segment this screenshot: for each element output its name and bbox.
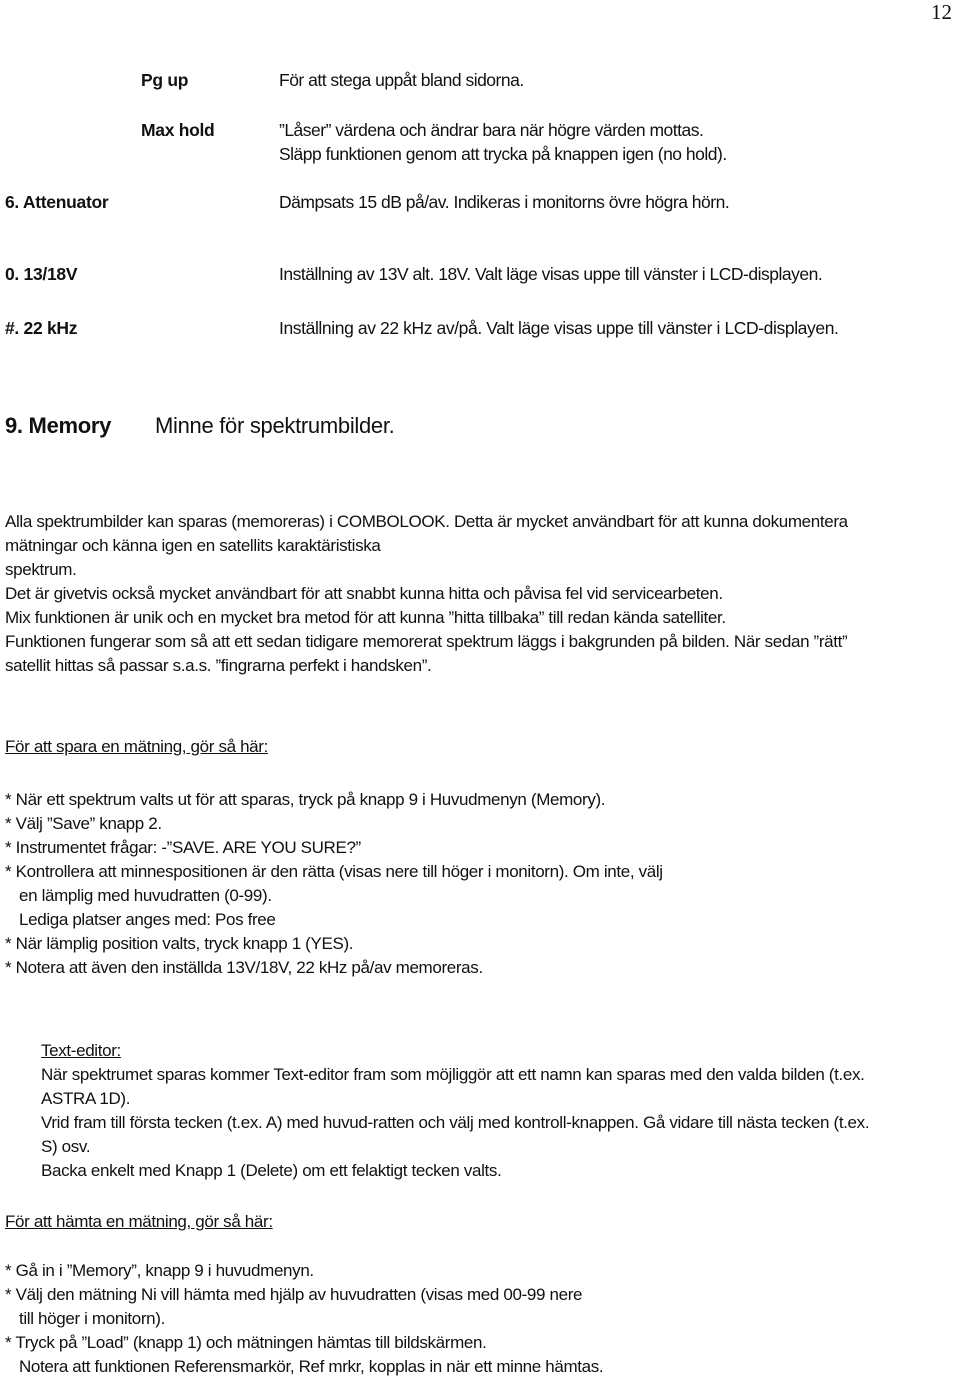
load-steps xyxy=(5,1259,603,1379)
save-step: * Notera att även den inställda 13V/18V, 22 kHz på/av memoreras. xyxy=(5,958,483,977)
load-step: till höger i monitorn). xyxy=(19,1309,165,1328)
key-desc-attenuator: Dämpsats 15 dB på/av. Indikeras i monitorns övre högra hörn. xyxy=(279,192,730,212)
key-label-13-18v: 0. 13/18V xyxy=(5,264,78,284)
text-editor-line: När spektrumet sparas kommer Text-editor fram som möjliggör att ett namn kan sparas med den valda bilden (t.ex. xyxy=(41,1065,865,1084)
intro-line: Alla spektrumbilder kan sparas (memoreras) i COMBOLOOK. Detta är mycket användbart för att kunna dokumentera xyxy=(5,512,848,531)
key-desc-13-18v: Inställning av 13V alt. 18V. Valt läge visas uppe till vänster i LCD-displayen. xyxy=(279,264,823,284)
save-step: * När lämplig position valts, tryck knapp 1 (YES). xyxy=(5,934,354,953)
load-heading: För att hämta en mätning, gör så här: xyxy=(5,1212,273,1231)
intro-line: Mix funktionen är unik och en mycket bra metod för att kunna ”hitta tillbaka” till redan kända satelliter. xyxy=(5,608,726,627)
load-step: * Tryck på ”Load” (knapp 1) och mätningen hämtas till bildskärmen. xyxy=(5,1333,487,1352)
key-desc-max-hold-line-2: Släpp funktionen genom att trycka på knappen igen (no hold). xyxy=(279,144,727,164)
save-step: * Kontrollera att minnespositionen är den rätta (visas nere till höger i monitorn). Om inte, välj xyxy=(5,862,663,881)
key-label-max-hold: Max hold xyxy=(141,120,215,140)
save-heading: För att spara en mätning, gör så här: xyxy=(5,737,268,756)
text-editor-heading: Text-editor: xyxy=(41,1041,121,1060)
section-subtitle: Minne för spektrumbilder. xyxy=(155,413,395,438)
text-editor-line: Vrid fram till första tecken (t.ex. A) med huvud-ratten och välj med kontroll-knappen. Gå vidare till nästa tecken (t.ex. xyxy=(41,1113,870,1132)
key-desc-pg-up: För att stega uppåt bland sidorna. xyxy=(279,70,524,90)
text-editor-line: S) osv. xyxy=(41,1137,91,1156)
key-desc-22khz: Inställning av 22 kHz av/på. Valt läge visas uppe till vänster i LCD-displayen. xyxy=(279,318,839,338)
section-title: 9. Memory xyxy=(5,413,112,438)
text-editor-line: Backa enkelt med Knapp 1 (Delete) om ett felaktigt tecken valts. xyxy=(41,1161,502,1180)
save-steps xyxy=(5,788,663,980)
intro-paragraph xyxy=(5,510,848,678)
save-step: en lämplig med huvudratten (0-99). xyxy=(19,886,272,905)
intro-line: satellit hittas så passar s.a.s. ”fingrarna perfekt i handsken”. xyxy=(5,656,432,675)
key-label-attenuator: 6. Attenuator xyxy=(5,192,109,212)
text-editor-line: ASTRA 1D). xyxy=(41,1089,131,1108)
save-step: * När ett spektrum valts ut för att sparas, tryck på knapp 9 i Huvudmenyn (Memory). xyxy=(5,790,606,809)
text-editor-body xyxy=(41,1063,869,1183)
intro-line: Funktionen fungerar som så att ett sedan tidigare memorerat spektrum läggs i bakgrunden på bilden. När sedan ”rätt” xyxy=(5,632,848,651)
save-step: * Välj ”Save” knapp 2. xyxy=(5,814,162,833)
save-step: Lediga platser anges med: Pos free xyxy=(19,910,276,929)
intro-line: Det är givetvis också mycket användbart för att snabbt kunna hitta och påvisa fel vid servicearbeten. xyxy=(5,584,723,603)
save-step: * Instrumentet frågar: -”SAVE. ARE YOU SURE?” xyxy=(5,838,361,857)
key-label-22khz: #. 22 kHz xyxy=(5,318,78,338)
page-number: 12 xyxy=(931,0,952,24)
intro-line: mätningar och känna igen en satellits karaktäristiska xyxy=(5,536,381,555)
load-step: Notera att funktionen Referensmarkör, Ref mrkr, kopplas in när ett minne hämtas. xyxy=(19,1357,604,1376)
load-step: * Välj den mätning Ni vill hämta med hjälp av huvudratten (visas med 00-99 nere xyxy=(5,1285,583,1304)
intro-line: spektrum. xyxy=(5,560,77,579)
load-step: * Gå in i ”Memory”, knapp 9 i huvudmenyn. xyxy=(5,1261,314,1280)
key-label-pg-up: Pg up xyxy=(141,70,189,90)
key-desc-max-hold-line-1: ”Låser” värdena och ändrar bara när högre värden mottas. xyxy=(279,120,704,140)
